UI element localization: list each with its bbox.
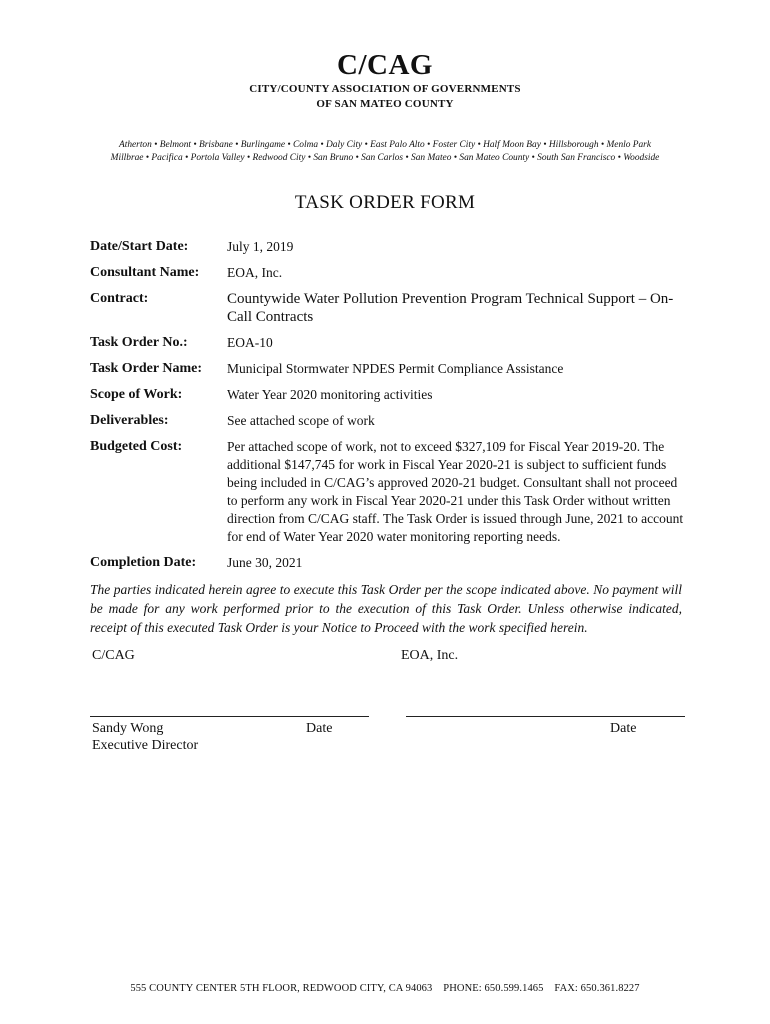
field-label: Scope of Work: xyxy=(90,387,183,402)
signer-title: Executive Director xyxy=(92,738,199,753)
field-value: Water Year 2020 monitoring activities xyxy=(227,387,433,402)
field-row-scope xyxy=(90,386,690,404)
field-row-deliverables xyxy=(90,412,690,430)
form-title: TASK ORDER FORM xyxy=(294,192,476,213)
member-cities-line2: Millbrae • Pacifica • Portola Valley • Redwood City • San Bruno • San Carlos • San Mateo • San Mateo County • South San Francisco • Woodside xyxy=(110,153,660,163)
org-name: C/CAG xyxy=(337,49,433,81)
field-label: Completion Date: xyxy=(90,555,197,570)
org-subtitle-line2: OF SAN MATEO COUNTY xyxy=(316,98,454,110)
field-value: See attached scope of work xyxy=(227,413,375,428)
footer-contact xyxy=(0,983,770,994)
field-value: EOA, Inc. xyxy=(227,265,283,280)
field-label: Consultant Name: xyxy=(90,265,200,280)
field-row-budgeted-cost xyxy=(90,438,690,546)
date-label-left: Date xyxy=(306,721,333,736)
footer-fax: FAX: 650.361.8227 xyxy=(554,983,640,994)
field-value: Countywide Water Pollution Prevention Program Technical Support – On-Call Contracts xyxy=(227,291,674,325)
party-left: C/CAG xyxy=(92,648,135,663)
field-label: Budgeted Cost: xyxy=(90,439,183,454)
field-row-consultant xyxy=(90,264,690,282)
footer-phone: PHONE: 650.599.1465 xyxy=(443,983,544,994)
party-right: EOA, Inc. xyxy=(401,648,459,663)
field-value: EOA-10 xyxy=(227,335,273,350)
agreement-notice: The parties indicated herein agree to execute this Task Order per the scope indicated above. No payment will be made for any work performed prior to the execution of this Task Order. Unless otherwise indicated, receipt of this executed Task Order is your Notice to Proceed with the work specified herein. xyxy=(90,582,682,635)
field-row-task-order-no xyxy=(90,334,690,352)
field-label: Contract: xyxy=(90,291,149,306)
field-label: Date/Start Date: xyxy=(90,239,189,254)
signature-line-left[interactable] xyxy=(90,716,369,717)
field-row-date xyxy=(90,238,690,256)
field-value: Municipal Stormwater NPDES Permit Compliance Assistance xyxy=(227,361,564,376)
date-label-right: Date xyxy=(610,721,637,736)
field-label: Deliverables: xyxy=(90,413,169,428)
member-cities-line1: Atherton • Belmont • Brisbane • Burlingame • Colma • Daly City • East Palo Alto • Foster City • Half Moon Bay • Hillsborough • Menlo Park xyxy=(119,140,651,150)
field-label: Task Order Name: xyxy=(90,361,202,376)
field-label: Task Order No.: xyxy=(90,335,188,350)
field-value: June 30, 2021 xyxy=(227,555,303,570)
signer-name: Sandy Wong xyxy=(92,721,164,736)
footer-address: 555 COUNTY CENTER 5TH FLOOR, REDWOOD CITY, CA 94063 xyxy=(130,983,433,994)
field-value: Per attached scope of work, not to exceed $327,109 for Fiscal Year 2019-20. The additional $147,745 for work in Fiscal Year 2020-21 is subject to sufficient funds being included in C/CAG’s approved 2020-21 budget. Consultant shall not proceed to perform any work in Fiscal Year 2020-21 under this Task Order without written direction from C/CAG staff. The Task Order is issued through June, 2021 to account for end of Water Year 2020 water monitoring reporting needs. xyxy=(227,439,684,544)
field-row-completion-date xyxy=(90,554,690,572)
field-row-task-order-name xyxy=(90,360,690,378)
signature-line-right[interactable] xyxy=(406,716,685,717)
org-subtitle-line1: CITY/COUNTY ASSOCIATION OF GOVERNMENTS xyxy=(249,83,521,95)
field-value: July 1, 2019 xyxy=(227,239,294,254)
field-row-contract xyxy=(90,290,690,326)
form-fields xyxy=(90,238,690,580)
